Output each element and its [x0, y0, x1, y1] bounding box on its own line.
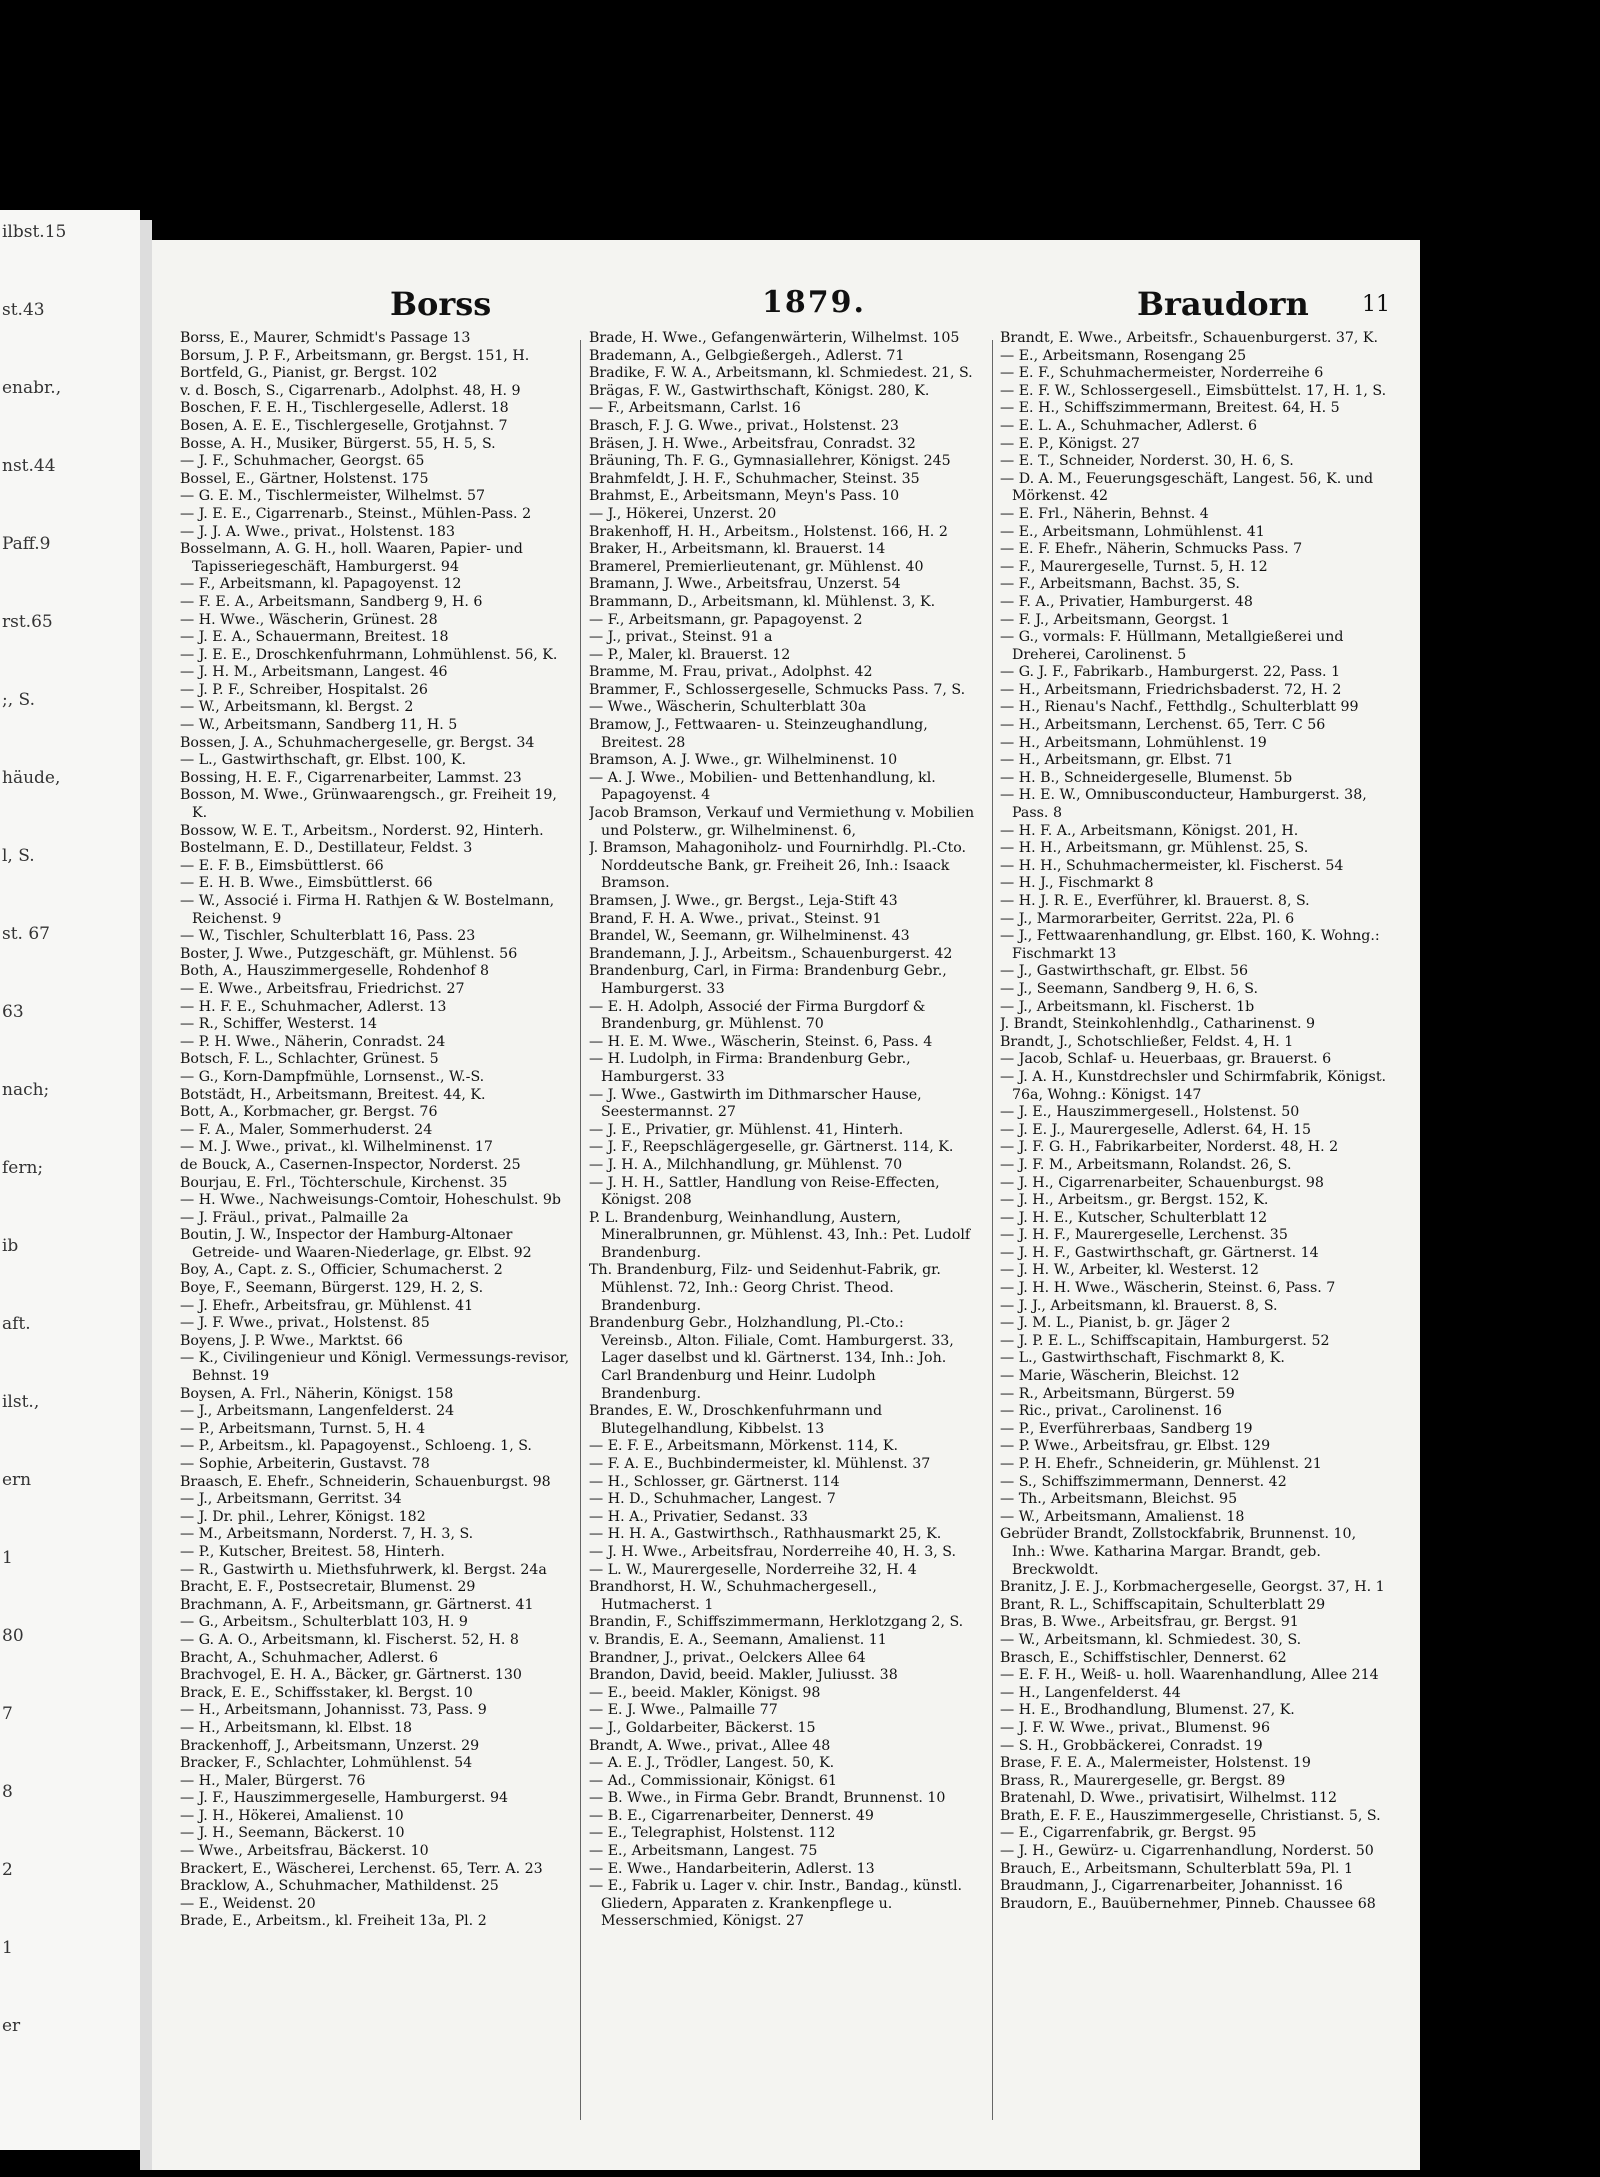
directory-entry: Brade, H. Wwe., Gefangenwärterin, Wilhelmst. 105	[589, 330, 960, 346]
directory-entry: Bramsen, J. Wwe., gr. Bergst., Leja-Stift 43	[589, 893, 898, 909]
directory-entry: Bossing, H. E. F., Cigarrenarbeiter, Lammst. 23	[180, 769, 522, 786]
directory-entry: — E. J. Wwe., Palmaille 77	[589, 1702, 778, 1719]
directory-entry: Brandemann, J. J., Arbeitsm., Schauenburgerst. 42	[589, 945, 953, 962]
directory-entry: Bosselmann, A. G. H., holl. Waaren, Papier- und Tapisseriegeschäft, Hamburgerst. 94	[180, 541, 523, 575]
directory-entry: — G. A. O., Arbeitsmann, kl. Fischerst. 52, H. 8	[180, 1631, 519, 1648]
directory-entry: Brass, R., Maurergeselle, gr. Bergst. 89	[1000, 1772, 1286, 1789]
directory-entry: Brandin, F., Schiffszimmermann, Herklotzgang 2, S.	[589, 1614, 964, 1631]
running-head-right: Braudorn	[1137, 285, 1309, 323]
directory-entry: — J. A. H., Kunstdrechsler und Schirmfabrik, Königst. 76a, Wohng.: Königst. 147	[1000, 1068, 1387, 1103]
directory-entry: Bott, A., Korbmacher, gr. Bergst. 76	[180, 1104, 438, 1121]
directory-entry: — F., Arbeitsmann, kl. Papagoyenst. 12	[180, 576, 462, 593]
directory-entry: — Ric., privat., Carolinenst. 16	[1000, 1403, 1222, 1420]
directory-entry: — J. H. F., Gastwirthschaft, gr. Gärtnerst. 14	[1000, 1244, 1319, 1261]
directory-entry: — L. W., Maurergeselle, Norderreihe 32, H. 4	[589, 1561, 917, 1578]
directory-entry: — P. H. Ehefr., Schneiderin, gr. Mühlenst. 21	[1000, 1456, 1322, 1472]
directory-entry: — G. E. M., Tischlermeister, Wilhelmst. 57	[180, 488, 486, 505]
directory-entry: — J. H., Gewürz- u. Cigarrenhandlung, Norderst. 50	[1000, 1843, 1374, 1860]
directory-entry: Bossow, W. E. T., Arbeitsm., Norderst. 92, Hinterh.	[180, 822, 544, 839]
directory-entry: Bräuning, Th. F. G., Gymnasiallehrer, Königst. 245	[589, 453, 951, 470]
directory-entry: Bracht, A., Schuhmacher, Adlerst. 6	[180, 1649, 439, 1666]
directory-entry: Brath, E. F. E., Hauszimmergeselle, Christianst. 5, S.	[1000, 1807, 1381, 1824]
directory-entry: — J. F. W. Wwe., privat., Blumenst. 96	[1000, 1719, 1270, 1736]
directory-entry: Brauch, E., Arbeitsmann, Schulterblatt 59a, Pl. 1	[1000, 1860, 1354, 1877]
directory-entry: Gebrüder Brandt, Zollstockfabrik, Brunnenst. 10, Inh.: Wwe. Katharina Margar. Brandt, geb. Breckwoldt.	[1000, 1526, 1357, 1578]
directory-entry: Bossen, J. A., Schuhmachergeselle, gr. Bergst. 34	[180, 734, 535, 751]
directory-entry: Brammann, D., Arbeitsmann, kl. Mühlenst. 3, K.	[589, 593, 936, 610]
directory-entry: Brandhorst, H. W., Schuhmachergesell., Hutmacherst. 1	[589, 1579, 877, 1613]
directory-entry: — J. E. E., Cigarrenarb., Steinst., Mühlen-Pass. 2	[180, 505, 532, 522]
directory-entry: — J. J. A. Wwe., privat., Holstenst. 183	[180, 523, 455, 540]
directory-entry: — F., Maurergeselle, Turnst. 5, H. 12	[1000, 558, 1268, 575]
directory-entry: Boschen, F. E. H., Tischlergeselle, Adlerst. 18	[180, 400, 509, 417]
directory-entry: — H. F. E., Schuhmacher, Adlerst. 13	[180, 998, 447, 1015]
directory-entry: — H., Arbeitsmann, Lohmühlenst. 19	[1000, 734, 1267, 751]
directory-entry: — E. T., Schneider, Norderst. 30, H. 6, S.	[1000, 453, 1294, 470]
directory-entry: — J. H., Hökerei, Amalienst. 10	[180, 1807, 404, 1824]
directory-entry: — Ad., Commissionair, Königst. 61	[589, 1772, 837, 1789]
directory-entry: — J., Arbeitsmann, kl. Fischerst. 1b	[1000, 998, 1255, 1015]
directory-entry: Bramson, A. J. Wwe., gr. Wilhelminenst. 10	[589, 752, 898, 769]
directory-entry: — H., Arbeitsmann, Johannisst. 73, Pass. 9	[180, 1702, 487, 1719]
directory-entry: — W., Arbeitsmann, Sandberg 11, H. 5	[180, 717, 458, 734]
previous-page-fragment: häude,	[2, 768, 61, 788]
directory-entry: Bostelmann, E. D., Destillateur, Feldst. 3	[180, 840, 473, 857]
previous-page-fragment: l, S.	[2, 846, 35, 866]
directory-entry: Th. Brandenburg, Filz- und Seidenhut-Fabrik, gr. Mühlenst. 72, Inh.: Georg Christ. Theod. Brandenburg.	[589, 1262, 941, 1314]
directory-column-2	[589, 330, 979, 2140]
previous-page-fragment: 1	[2, 1938, 13, 1958]
directory-entry: — E., beeid. Makler, Königst. 98	[589, 1684, 821, 1701]
directory-entry: — J. H. A., Milchhandlung, gr. Mühlenst. 70	[589, 1156, 903, 1173]
directory-entry: — K., Civilingenieur und Königl. Vermessungs-revisor, Behnst. 19	[180, 1350, 570, 1385]
directory-entry: Brandner, J., privat., Oelckers Allee 64	[589, 1649, 866, 1666]
directory-entry: — Marie, Wäscherin, Bleichst. 12	[1000, 1368, 1240, 1385]
directory-entry: Boysen, A. Frl., Näherin, Königst. 158	[180, 1385, 454, 1402]
directory-entry: — R., Arbeitsmann, Bürgerst. 59	[1000, 1385, 1235, 1402]
previous-page-fragment: ern	[2, 1470, 32, 1490]
previous-page-fragment: rst.65	[2, 612, 53, 632]
directory-entry: Brandel, W., Seemann, gr. Wilhelminenst. 43	[589, 928, 910, 945]
directory-entry: — J. Fräul., privat., Palmaille 2a	[180, 1209, 409, 1226]
directory-entry: — E. Wwe., Arbeitsfrau, Friedrichst. 27	[180, 980, 465, 997]
directory-entry: — J. F. Wwe., privat., Holstenst. 85	[180, 1315, 430, 1332]
previous-page-fragment: 1	[2, 1548, 13, 1568]
directory-entry: — E., Arbeitsmann, Lohmühlenst. 41	[1000, 523, 1265, 540]
directory-entry: — F., Arbeitsmann, Bachst. 35, S.	[1000, 576, 1240, 593]
previous-page-fragment: ;, S.	[2, 690, 35, 710]
directory-entry: — F. A., Privatier, Hamburgerst. 48	[1000, 593, 1253, 610]
directory-entry: Brandes, E. W., Droschkenfuhrmann und Blutegelhandlung, Kibbelst. 13	[589, 1403, 883, 1437]
directory-entry: — H., Arbeitsmann, gr. Elbst. 71	[1000, 752, 1234, 769]
directory-entry: Brandon, David, beeid. Makler, Juliusst. 38	[589, 1667, 898, 1684]
directory-entry: — E. F. W., Schlossergesell., Eimsbüttelst. 17, H. 1, S.	[1000, 382, 1387, 399]
directory-entry: — H. H., Arbeitsmann, gr. Mühlenst. 25, S.	[1000, 840, 1309, 857]
previous-page-fragment: enabr.,	[2, 378, 62, 398]
directory-entry: — J. F., Reepschlägergeselle, gr. Gärtnerst. 114, K.	[589, 1139, 954, 1156]
directory-entry: Bratenahl, D. Wwe., privatisirt, Wilhelmst. 112	[1000, 1790, 1338, 1807]
directory-entry: Brandt, E. Wwe., Arbeitsfr., Schauenburgerst. 37, K.	[1000, 330, 1379, 346]
directory-entry: — D. A. M., Feuerungsgeschäft, Langest. 56, K. und Mörkenst. 42	[1000, 470, 1374, 505]
column-rule-1	[580, 340, 581, 2120]
directory-entry: Brasch, F. J. G. Wwe., privat., Holstenst. 23	[589, 417, 899, 434]
directory-entry: Brachvogel, E. H. A., Bäcker, gr. Gärtnerst. 130	[180, 1667, 522, 1684]
directory-entry: — M., Arbeitsmann, Norderst. 7, H. 3, S.	[180, 1526, 474, 1543]
directory-entry: — E., Weidenst. 20	[180, 1895, 316, 1912]
directory-entry: Brademann, A., Gelbgießergeh., Adlerst. 71	[589, 347, 905, 364]
directory-entry: — F. E. A., Arbeitsmann, Sandberg 9, H. 6	[180, 593, 483, 610]
directory-entry: Branitz, J. E. J., Korbmachergeselle, Georgst. 37, H. 1	[1000, 1579, 1385, 1596]
previous-page-fragment: nach;	[2, 1080, 50, 1100]
directory-entry: — H., Schlosser, gr. Gärtnerst. 114	[589, 1473, 840, 1490]
directory-entry: de Bouck, A., Casernen-Inspector, Norderst. 25	[180, 1156, 521, 1173]
directory-entry: — J. Ehefr., Arbeitsfrau, gr. Mühlenst. 41	[180, 1297, 474, 1314]
directory-entry: — R., Gastwirth u. Miethsfuhrwerk, kl. Bergst. 24a	[180, 1561, 547, 1578]
previous-page-fragment: st. 67	[2, 924, 50, 944]
directory-entry: — Th., Arbeitsmann, Bleichst. 95	[1000, 1491, 1238, 1508]
directory-entry: — H. B., Schneidergeselle, Blumenst. 5b	[1000, 769, 1293, 786]
directory-entry: — E., Cigarrenfabrik, gr. Bergst. 95	[1000, 1825, 1257, 1842]
directory-entry: — E., Fabrik u. Lager v. chir. Instr., Bandag., künstl. Gliedern, Apparaten z. Krankenpflege u. Messerschmied, Königst. 27	[589, 1878, 962, 1930]
directory-entry: — J. H. M., Arbeitsmann, Langest. 46	[180, 664, 448, 681]
book-gutter	[140, 220, 152, 2170]
directory-entry: Bras, B. Wwe., Arbeitsfrau, gr. Bergst. 91	[1000, 1614, 1299, 1631]
directory-entry: v. Brandis, E. A., Seemann, Amalienst. 11	[589, 1631, 887, 1648]
directory-entry: — E. F. H., Weiß- u. holl. Waarenhandlung, Allee 214	[1000, 1667, 1379, 1684]
directory-entry: — J. M. L., Pianist, b. gr. Jäger 2	[1000, 1315, 1231, 1332]
running-head-left: Borss	[390, 285, 492, 323]
directory-entry: Brachmann, A. F., Arbeitsmann, gr. Gärtnerst. 41	[180, 1596, 534, 1613]
directory-entry: — J. E. J., Maurergeselle, Adlerst. 64, H. 15	[1000, 1121, 1312, 1138]
directory-entry: — J., Hökerei, Unzerst. 20	[589, 505, 777, 522]
directory-entry: — H., Arbeitsmann, kl. Elbst. 18	[180, 1719, 413, 1736]
directory-entry: Brandenburg, Carl, in Firma: Brandenburg Gebr., Hamburgerst. 33	[589, 963, 947, 997]
directory-entry: — W., Arbeitsmann, kl. Bergst. 2	[180, 699, 414, 716]
directory-column-1	[180, 330, 570, 2140]
directory-entry: — H. E. M. Wwe., Wäscherin, Steinst. 6, Pass. 4	[589, 1033, 933, 1050]
directory-entry: — P. Wwe., Arbeitsfrau, gr. Elbst. 129	[1000, 1438, 1271, 1455]
directory-entry: — E. L. A., Schuhmacher, Adlerst. 6	[1000, 417, 1258, 434]
directory-entry: — F., Arbeitsmann, Carlst. 16	[589, 400, 801, 417]
directory-entry: — G., Korn-Dampfmühle, Lornsenst., W.-S.	[180, 1068, 485, 1085]
directory-entry: Boutin, J. W., Inspector der Hamburg-Altonaer Getreide- und Waaren-Niederlage, gr. Elbst. 92	[180, 1227, 532, 1261]
directory-entry: Bramow, J., Fettwaaren- u. Steinzeughandlung, Breitest. 28	[589, 717, 928, 751]
directory-entry: — F. J., Arbeitsmann, Georgst. 1	[1000, 611, 1230, 628]
directory-entry: — L., Gastwirthschaft, Fischmarkt 8, K.	[1000, 1350, 1285, 1367]
directory-entry: Boster, J. Wwe., Putzgeschäft, gr. Mühlenst. 56	[180, 945, 518, 962]
directory-entry: — E. F., Schuhmachermeister, Norderreihe 6	[1000, 365, 1324, 382]
directory-entry: Braker, H., Arbeitsmann, kl. Brauerst. 14	[589, 541, 886, 558]
directory-entry: Botsch, F. L., Schlachter, Grünest. 5	[180, 1051, 439, 1068]
directory-entry: Brakenhoff, H. H., Arbeitsm., Holstenst. 166, H. 2	[589, 523, 948, 540]
directory-entry: — B. E., Cigarrenarbeiter, Dennerst. 49	[589, 1807, 874, 1824]
directory-entry: — E., Arbeitsmann, Rosengang 25	[1000, 347, 1247, 364]
previous-page-fragment: 80	[2, 1626, 24, 1646]
previous-page-fragment: nst.44	[2, 456, 56, 476]
directory-entry: — J., Marmorarbeiter, Gerritst. 22a, Pl. 6	[1000, 910, 1295, 927]
directory-entry: — P., Arbeitsm., kl. Papagoyenst., Schloeng. 1, S.	[180, 1438, 532, 1455]
directory-entry: — P. H. Wwe., Näherin, Conradst. 24	[180, 1033, 446, 1050]
directory-entry: — J. H., Cigarrenarbeiter, Schauenburgst. 98	[1000, 1174, 1324, 1191]
directory-entry: — A. J. Wwe., Mobilien- und Bettenhandlung, kl. Papagoyenst. 4	[589, 769, 936, 804]
directory-entry: — H. E. W., Omnibusconducteur, Hamburgerst. 38, Pass. 8	[1000, 787, 1367, 822]
directory-entry: — R., Schiffer, Westerst. 14	[180, 1016, 378, 1033]
directory-entry: — J. E., Privatier, gr. Mühlenst. 41, Hinterh.	[589, 1121, 904, 1138]
directory-entry: — J. F. M., Arbeitsmann, Rolandst. 26, S.	[1000, 1156, 1292, 1173]
directory-entry: Bourjau, E. Frl., Töchterschule, Kirchenst. 35	[180, 1174, 508, 1191]
directory-entry: Brase, F. E. A., Malermeister, Holstenst. 19	[1000, 1755, 1311, 1772]
directory-entry: Bossel, E., Gärtner, Holstenst. 175	[180, 470, 429, 487]
running-head-year: 1879.	[762, 285, 866, 320]
directory-entry: — E., Telegraphist, Holstenst. 112	[589, 1825, 836, 1842]
directory-entry: — J. P. E. L., Schiffscapitain, Hamburgerst. 52	[1000, 1332, 1330, 1349]
directory-entry: — H., Arbeitsmann, Lerchenst. 65, Terr. C 56	[1000, 717, 1326, 734]
directory-entry: Bräsen, J. H. Wwe., Arbeitsfrau, Conradst. 32	[589, 435, 916, 452]
directory-entry: — H. J. R. E., Everführer, kl. Brauerst. 8, S.	[1000, 893, 1310, 909]
directory-entry: Bramerel, Premierlieutenant, gr. Mühlenst. 40	[589, 558, 924, 575]
directory-entry: — E. H. B. Wwe., Eimsbüttlerst. 66	[180, 875, 433, 892]
directory-entry: Bosse, A. H., Musiker, Bürgerst. 55, H. 5, S.	[180, 435, 496, 452]
directory-entry: — E. F. B., Eimsbüttlerst. 66	[180, 857, 384, 874]
directory-entry: Brasch, E., Schiffstischler, Dennerst. 62	[1000, 1649, 1287, 1666]
directory-entry: Braudorn, E., Bauübernehmer, Pinneb. Chaussee 68	[1000, 1895, 1376, 1912]
directory-column-3	[1000, 330, 1390, 2140]
directory-entry: — J., privat., Steinst. 91 a	[589, 629, 773, 646]
directory-entry: Bracklow, A., Schuhmacher, Mathildenst. 25	[180, 1878, 499, 1895]
directory-entry: — W., Tischler, Schulterblatt 16, Pass. 23	[180, 928, 476, 945]
directory-entry: Bosen, A. E. E., Tischlergeselle, Grotjahnst. 7	[180, 417, 508, 434]
directory-entry: — J. H. E., Kutscher, Schulterblatt 12	[1000, 1209, 1268, 1226]
directory-entry: — P., Kutscher, Breitest. 58, Hinterh.	[180, 1543, 445, 1560]
directory-entry: Brack, E. E., Schiffsstaker, kl. Bergst. 10	[180, 1684, 473, 1701]
directory-entry: — W., Arbeitsmann, kl. Schmiedest. 30, S.	[1000, 1631, 1302, 1648]
directory-entry: — S., Schiffszimmermann, Dennerst. 42	[1000, 1473, 1287, 1490]
directory-entry: — G. J. F., Fabrikarb., Hamburgerst. 22, Pass. 1	[1000, 664, 1341, 681]
directory-entry: Bracht, E. F., Postsecretair, Blumenst. 29	[180, 1579, 476, 1596]
directory-entry: Brandenburg Gebr., Holzhandlung, Pl.-Cto.: Vereinsb., Alton. Filiale, Comt. Hamburgerst. 33, Lager daselbst und kl. Gärtnerst. 134, Inh.: Joh. Carl Brandenburg und Heinr. Ludolph Brandenburg.	[589, 1315, 954, 1402]
directory-entry: — P., Arbeitsmann, Turnst. 5, H. 4	[180, 1420, 426, 1437]
directory-entry: — H. Wwe., Nachweisungs-Comtoir, Hoheschulst. 9b	[180, 1192, 561, 1209]
directory-entry: — L., Gastwirthschaft, gr. Elbst. 100, K.	[180, 752, 467, 769]
directory-entry: — J., Gastwirthschaft, gr. Elbst. 56	[1000, 963, 1249, 980]
directory-entry: — E., Arbeitsmann, Langest. 75	[589, 1843, 818, 1860]
previous-page-fragment: ilst.,	[2, 1392, 40, 1412]
directory-entry: Brammer, F., Schlossergeselle, Schmucks Pass. 7, S.	[589, 681, 966, 698]
directory-entry: — Wwe., Wäscherin, Schulterblatt 30a	[589, 699, 867, 716]
directory-entry: Jacob Bramson, Verkauf und Vermiethung v. Mobilien und Polsterw., gr. Wilhelminenst. 6,	[589, 805, 975, 839]
directory-entry: v. d. Bosch, S., Cigarrenarb., Adolphst. 48, H. 9	[180, 382, 521, 399]
directory-entry: — H. J., Fischmarkt 8	[1000, 875, 1154, 892]
previous-page-fragment: aft.	[2, 1314, 31, 1334]
previous-page-edge	[0, 210, 140, 2150]
directory-entry: — Jacob, Schlaf- u. Heuerbaas, gr. Brauerst. 6	[1000, 1051, 1332, 1068]
directory-entry: — E. P., Königst. 27	[1000, 435, 1140, 452]
previous-page-fragment: 7	[2, 1704, 13, 1724]
previous-page-fragment: 2	[2, 1860, 13, 1880]
previous-page-fragment: 8	[2, 1782, 13, 1802]
directory-entry: — J. H., Seemann, Bäckerst. 10	[180, 1825, 405, 1842]
directory-entry: — J. H. F., Maurergeselle, Lerchenst. 35	[1000, 1227, 1288, 1244]
directory-entry: Botstädt, H., Arbeitsmann, Breitest. 44, K.	[180, 1086, 486, 1103]
directory-entry: — S. H., Grobbäckerei, Conradst. 19	[1000, 1737, 1263, 1754]
directory-entry: — H. H. A., Gastwirthsch., Rathhausmarkt 25, K.	[589, 1526, 942, 1543]
directory-entry: — J., Seemann, Sandberg 9, H. 6, S.	[1000, 980, 1258, 997]
previous-page-fragment: ib	[2, 1236, 19, 1256]
directory-entry: J. Bramson, Mahagoniholz- und Fournirhdlg. Pl.-Cto. Norddeutsche Bank, gr. Freiheit 26, Inh.: Isaack Bramson.	[589, 840, 967, 892]
directory-entry: — J. H. H., Sattler, Handlung von Reise-Effecten, Königst. 208	[589, 1174, 940, 1209]
directory-entry: Brandt, A. Wwe., privat., Allee 48	[589, 1737, 831, 1754]
directory-entry: Bosson, M. Wwe., Grünwaarengsch., gr. Freiheit 19, K.	[180, 787, 557, 822]
directory-entry: — H. A., Privatier, Sedanst. 33	[589, 1508, 808, 1525]
directory-entry: — H. H., Schuhmachermeister, kl. Fischerst. 54	[1000, 857, 1344, 874]
directory-entry: — G., Arbeitsm., Schulterblatt 103, H. 9	[180, 1614, 468, 1631]
directory-entry: Both, A., Hauszimmergeselle, Rohdenhof 8	[180, 963, 490, 980]
directory-entry: — H. F. A., Arbeitsmann, Königst. 201, H.	[1000, 822, 1299, 839]
directory-entry: Borsum, J. P. F., Arbeitsmann, gr. Bergst. 151, H.	[180, 347, 530, 364]
directory-entry: Brandt, J., Schotschließer, Feldst. 4, H. 1	[1000, 1033, 1294, 1050]
directory-entry: — F., Arbeitsmann, gr. Papagoyenst. 2	[589, 611, 863, 628]
directory-entry: — J. Dr. phil., Lehrer, Königst. 182	[180, 1508, 426, 1525]
directory-entry: — J., Fettwaarenhandlung, gr. Elbst. 160, K. Wohng.: Fischmarkt 13	[1000, 928, 1380, 962]
directory-entry: — J. H. H. Wwe., Wäscherin, Steinst. 6, Pass. 7	[1000, 1280, 1336, 1297]
directory-entry: Braasch, E. Ehefr., Schneiderin, Schauenburgst. 98	[180, 1473, 551, 1490]
directory-entry: — E. Wwe., Handarbeiterin, Adlerst. 13	[589, 1860, 875, 1877]
directory-entry: — J. H. W., Arbeiter, kl. Westerst. 12	[1000, 1262, 1259, 1279]
directory-entry: — P., Everführerbaas, Sandberg 19	[1000, 1420, 1253, 1437]
directory-entry: Brackenhoff, J., Arbeitsmann, Unzerst. 29	[180, 1737, 480, 1754]
directory-entry: — H. E., Brodhandlung, Blumenst. 27, K.	[1000, 1702, 1295, 1719]
directory-entry: — E. F. Ehefr., Näherin, Schmucks Pass. 7	[1000, 541, 1303, 558]
previous-page-fragment: st.43	[2, 300, 45, 320]
directory-entry: — J. F. G. H., Fabrikarbeiter, Norderst. 48, H. 2	[1000, 1139, 1339, 1156]
directory-entry: — E. H. Adolph, Associé der Firma Burgdorf & Brandenburg, gr. Mühlenst. 70	[589, 998, 926, 1033]
directory-entry: — J. Wwe., Gastwirth im Dithmarscher Hause, Seestermannst. 27	[589, 1086, 922, 1121]
directory-entry: Bortfeld, G., Pianist, gr. Bergst. 102	[180, 365, 438, 382]
directory-entry: — W., Arbeitsmann, Amalienst. 18	[1000, 1508, 1245, 1525]
directory-entry: Boy, A., Capt. z. S., Officier, Schumacherst. 2	[180, 1262, 503, 1279]
directory-entry: J. Brandt, Steinkohlenhdlg., Catharinenst. 9	[1000, 1016, 1316, 1033]
page-number: 11	[1362, 292, 1390, 317]
directory-entry: — J. F., Hauszimmergeselle, Hamburgerst. 94	[180, 1790, 509, 1807]
directory-entry: Brade, E., Arbeitsm., kl. Freiheit 13a, Pl. 2	[180, 1913, 487, 1930]
directory-entry: Brahmst, E., Arbeitsmann, Meyn's Pass. 10	[589, 488, 900, 505]
directory-entry: — J. E. A., Schauermann, Breitest. 18	[180, 629, 449, 646]
directory-entry: — E. F. E., Arbeitsmann, Mörkenst. 114, K.	[589, 1438, 899, 1455]
directory-entry: — J. E. E., Droschkenfuhrmann, Lohmühlenst. 56, K.	[180, 646, 558, 663]
directory-entry: — J., Arbeitsmann, Langenfelderst. 24	[180, 1403, 455, 1420]
directory-entry: Brahmfeldt, J. H. F., Schuhmacher, Steinst. 35	[589, 470, 920, 487]
directory-entry: — E. H., Schiffszimmermann, Breitest. 64, H. 5	[1000, 400, 1340, 417]
directory-entry: — A. E. J., Trödler, Langest. 50, K.	[589, 1755, 835, 1772]
scan-border	[1420, 240, 1600, 2177]
previous-page-fragment: ilbst.15	[2, 222, 67, 242]
directory-entry: — H. Wwe., Wäscherin, Grünest. 28	[180, 611, 438, 628]
directory-entry: Brand, F. H. A. Wwe., privat., Steinst. 91	[589, 910, 882, 927]
directory-entry: — F. A., Maler, Sommerhuderst. 24	[180, 1121, 433, 1138]
directory-entry: — J. F., Schuhmacher, Georgst. 65	[180, 453, 425, 470]
directory-entry: — J. H., Arbeitsm., gr. Bergst. 152, K.	[1000, 1192, 1269, 1209]
directory-entry: — J. P. F., Schreiber, Hospitalst. 26	[180, 681, 428, 698]
directory-entry: — J. H. Wwe., Arbeitsfrau, Norderreihe 40, H. 3, S.	[589, 1543, 957, 1560]
previous-page-fragment: 63	[2, 1002, 24, 1022]
previous-page-fragment: Paff.9	[2, 534, 51, 554]
directory-entry: — J. J., Arbeitsmann, kl. Brauerst. 8, S.	[1000, 1297, 1278, 1314]
directory-entry: Brägas, F. W., Gastwirthschaft, Königst. 280, K.	[589, 382, 930, 399]
directory-entry: Braudmann, J., Cigarrenarbeiter, Johannisst. 16	[1000, 1878, 1343, 1895]
directory-entry: Brant, R. L., Schiffscapitain, Schulterblatt 29	[1000, 1596, 1326, 1613]
directory-entry: Bramme, M. Frau, privat., Adolphst. 42	[589, 664, 873, 681]
directory-entry: P. L. Brandenburg, Weinhandlung, Austern, Mineralbrunnen, gr. Mühlenst. 43, Inh.: Pet. Ludolf Brandenburg.	[589, 1209, 971, 1261]
column-rule-2	[992, 340, 993, 2120]
previous-page-fragment: fern;	[2, 1158, 44, 1178]
directory-entry: Boyens, J. P. Wwe., Marktst. 66	[180, 1332, 403, 1349]
directory-entry: — Wwe., Arbeitsfrau, Bäckerst. 10	[180, 1843, 429, 1860]
directory-entry: — M. J. Wwe., privat., kl. Wilhelminenst. 17	[180, 1139, 493, 1156]
directory-entry: — H. D., Schuhmacher, Langest. 7	[589, 1491, 836, 1508]
directory-entry: — W., Associé i. Firma H. Rathjen & W. Bostelmann, Reichenst. 9	[180, 893, 555, 927]
directory-entry: — G., vormals: F. Hüllmann, Metallgießerei und Dreherei, Carolinenst. 5	[1000, 629, 1344, 663]
directory-entry: — E. Frl., Näherin, Behnst. 4	[1000, 505, 1209, 522]
directory-entry: Bramann, J. Wwe., Arbeitsfrau, Unzerst. 54	[589, 576, 901, 593]
previous-page-fragment: er	[2, 2016, 21, 2036]
directory-entry: — H., Langenfelderst. 44	[1000, 1684, 1181, 1701]
directory-entry: — B. Wwe., in Firma Gebr. Brandt, Brunnenst. 10	[589, 1790, 946, 1807]
directory-page	[152, 240, 1420, 2170]
directory-entry: Borss, E., Maurer, Schmidt's Passage 13	[180, 330, 471, 346]
directory-entry: Bracker, F., Schlachter, Lohmühlenst. 54	[180, 1755, 473, 1772]
directory-entry: — H., Rienau's Nachf., Fetthdlg., Schulterblatt 99	[1000, 699, 1359, 716]
directory-entry: — H., Arbeitsmann, Friedrichsbaderst. 72, H. 2	[1000, 681, 1342, 698]
directory-entry: — J., Arbeitsmann, Gerritst. 34	[180, 1491, 402, 1508]
directory-entry: — H. Ludolph, in Firma: Brandenburg Gebr., Hamburgerst. 33	[589, 1051, 911, 1085]
directory-entry: — P., Maler, kl. Brauerst. 12	[589, 646, 791, 663]
directory-entry: — H., Maler, Bürgerst. 76	[180, 1772, 366, 1789]
directory-entry: Boye, F., Seemann, Bürgerst. 129, H. 2, S.	[180, 1280, 484, 1297]
directory-entry: Bradike, F. W. A., Arbeitsmann, kl. Schmiedest. 21, S.	[589, 365, 973, 382]
directory-entry: — J., Goldarbeiter, Bäckerst. 15	[589, 1719, 816, 1736]
directory-entry: — Sophie, Arbeiterin, Gustavst. 78	[180, 1456, 430, 1472]
directory-entry: — J. E., Hauszimmergesell., Holstenst. 50	[1000, 1104, 1300, 1121]
directory-entry: Brackert, E., Wäscherei, Lerchenst. 65, Terr. A. 23	[180, 1860, 543, 1877]
directory-entry: — F. A. E., Buchbindermeister, kl. Mühlenst. 37	[589, 1456, 931, 1472]
